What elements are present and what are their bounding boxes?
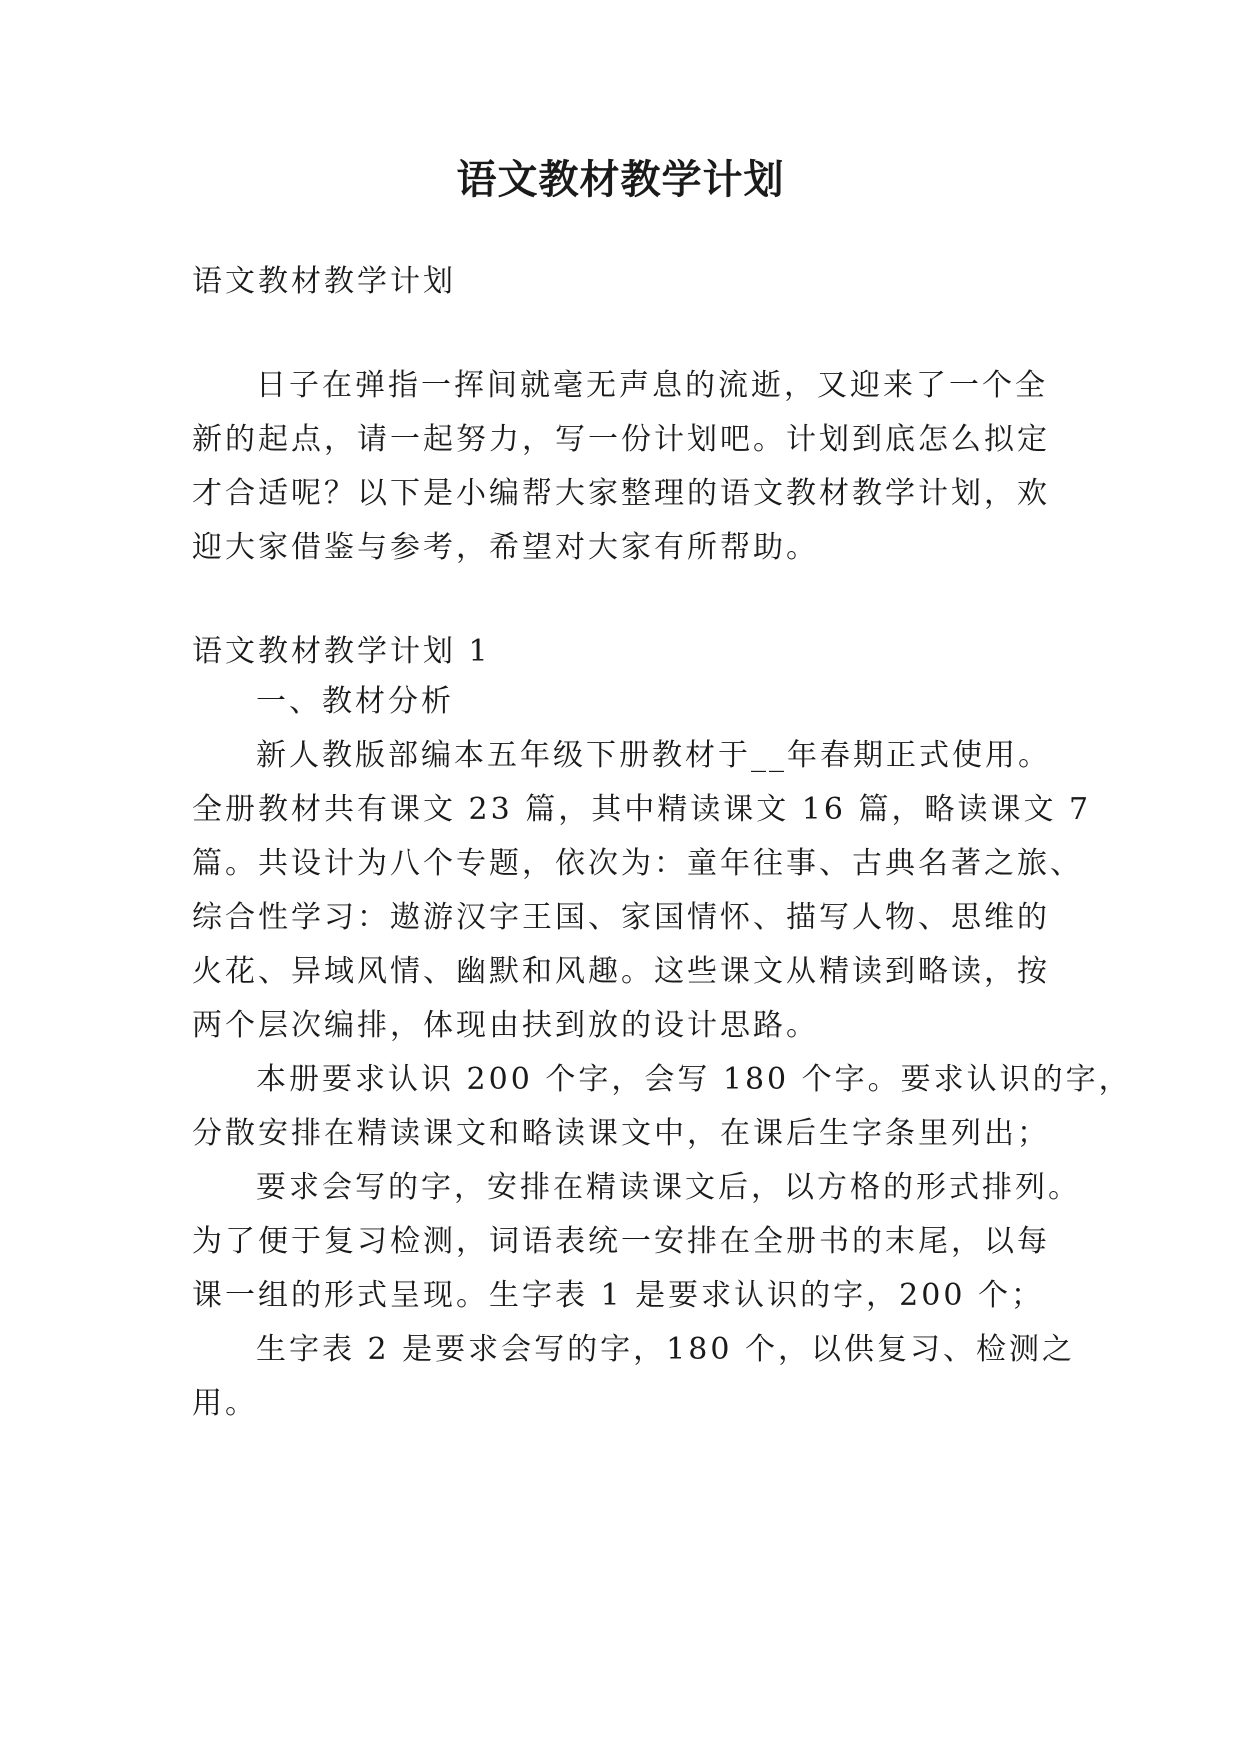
- paragraph-line: 新人教版部编本五年级下册教材于__年春期正式使用。: [256, 738, 1051, 773]
- paragraph-line: 为了便于复习检测，词语表统一安排在全册书的末尾，以每: [192, 1224, 1050, 1259]
- paragraph-line: 用。: [192, 1386, 258, 1421]
- paragraph-line: 要求会写的字，安排在精读课文后，以方格的形式排列。: [256, 1170, 1081, 1205]
- section-heading: 一、教材分析: [256, 684, 454, 719]
- intro-line: 日子在弹指一挥间就毫无声息的流逝，又迎来了一个全: [256, 368, 1048, 403]
- document-subtitle: 语文教材教学计划: [192, 264, 456, 299]
- paragraph-line: 本册要求认识 200 个字，会写 180 个字。要求认识的字，: [256, 1062, 1132, 1097]
- paragraph-line: 课一组的形式呈现。生字表 1 是要求认识的字，200 个；: [192, 1278, 1044, 1313]
- intro-line: 迎大家借鉴与参考，希望对大家有所帮助。: [192, 530, 819, 565]
- paragraph-line: 分散安排在精读课文和略读课文中，在课后生字条里列出；: [192, 1116, 1050, 1151]
- paragraph-line: 火花、异域风情、幽默和风趣。这些课文从精读到略读，按: [192, 954, 1050, 989]
- paragraph-line: 综合性学习：遨游汉字王国、家国情怀、描写人物、思维的: [192, 900, 1050, 935]
- paragraph-line: 篇。共设计为八个专题，依次为：童年往事、古典名著之旅、: [192, 846, 1083, 881]
- paragraph-line: 两个层次编排，体现由扶到放的设计思路。: [192, 1008, 819, 1043]
- intro-line: 新的起点，请一起努力，写一份计划吧。计划到底怎么拟定: [192, 422, 1050, 457]
- section-title: 语文教材教学计划 1: [192, 634, 491, 669]
- paragraph-line: 全册教材共有课文 23 篇，其中精读课文 16 篇，略读课文 7: [192, 792, 1092, 827]
- paragraph-line: 生字表 2 是要求会写的字，180 个，以供复习、检测之: [256, 1332, 1075, 1367]
- document-title: 语文教材教学计划: [456, 156, 785, 203]
- intro-line: 才合适呢？以下是小编帮大家整理的语文教材教学计划，欢: [192, 476, 1050, 511]
